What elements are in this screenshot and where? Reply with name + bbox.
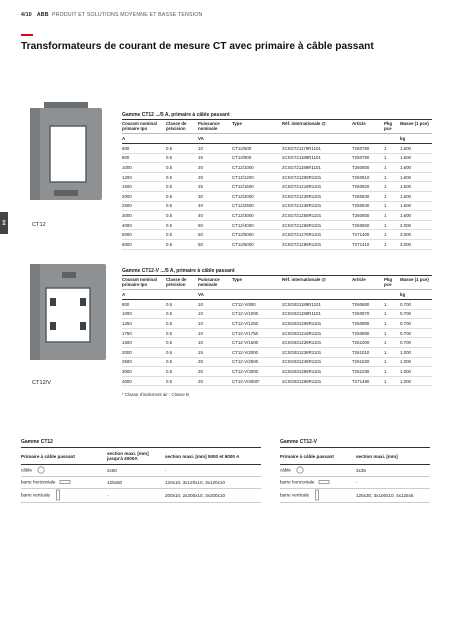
table-row <box>122 347 432 357</box>
table-cell: 3000 <box>122 367 166 377</box>
ct12-box-title: Gamme CT12 <box>21 439 261 448</box>
column-header: Type <box>232 121 242 126</box>
table-cell: 1.600 <box>400 201 432 211</box>
table-cell: CT12/1000 <box>232 163 282 173</box>
ct12v-label: CT12/V <box>32 380 51 386</box>
box-value: 120x10, 3x120x10, 3x120x10 <box>165 477 261 489</box>
table-cell: 10 <box>198 144 232 154</box>
box-row <box>21 489 261 503</box>
table-cell: 0.5 <box>166 163 198 173</box>
unit-cell <box>384 134 400 144</box>
table-header-row <box>122 121 432 134</box>
table-cell: 10 <box>198 319 232 329</box>
unit-cell <box>352 290 384 300</box>
table-cell: CT12/4000 <box>232 220 282 230</box>
page-header <box>21 12 202 18</box>
vertical-bar-icon <box>313 489 321 502</box>
table-row <box>122 357 432 367</box>
table-cell: 10 <box>198 300 232 310</box>
column-header: Type <box>232 277 242 282</box>
box-row <box>280 489 430 503</box>
table-cell: 6000 <box>122 239 166 249</box>
box-value: - <box>107 489 165 503</box>
box-value: 200x10, 2x200x10, 3x200x10 <box>165 489 261 503</box>
table-cell: 1 <box>384 367 400 377</box>
table-cell: T260800 <box>352 163 384 173</box>
ct12v-cable-box <box>280 439 430 503</box>
table-cell: CT12/1200 <box>232 172 282 182</box>
table-cell: T260880 <box>352 319 384 329</box>
table-cell: CT12-V/800 <box>232 300 282 310</box>
table-cell: 1.000 <box>400 347 432 357</box>
table-cell: 2CSG831268R1101 <box>282 376 352 386</box>
table-cell: 2CSG831248R1101 <box>282 357 352 367</box>
table-cell: T260820 <box>352 182 384 192</box>
table-cell: CT12/1500 <box>232 182 282 192</box>
unit-cell <box>232 290 282 300</box>
box-row-label: câble <box>280 467 291 473</box>
table-cell: 30 <box>198 191 232 201</box>
page-number: 4/10 <box>21 12 32 18</box>
table-cell: T261030 <box>352 367 384 377</box>
table-cell: 20 <box>198 376 232 386</box>
table-cell: 1.000 <box>400 357 432 367</box>
box-row-label-cell <box>280 489 356 503</box>
table-cell: 2500 <box>122 357 166 367</box>
table-cell: 1 <box>384 230 400 240</box>
table-cell: 2CSG831188R1101 <box>282 300 352 310</box>
table-cell: 5000 <box>122 230 166 240</box>
table-cell: 1.000 <box>400 367 432 377</box>
table-row <box>122 220 432 230</box>
table-cell: 1 <box>384 201 400 211</box>
table-cell: 2CSG721228R1101 <box>282 191 352 201</box>
table-cell: 2CSG721288R1101 <box>282 239 352 249</box>
unit-cell <box>384 290 400 300</box>
table-cell: 1500 <box>122 182 166 192</box>
table-cell: 40 <box>198 211 232 221</box>
box-row <box>280 477 430 489</box>
table-cell: CT12/5000 <box>232 230 282 240</box>
table-cell: 0.5 <box>166 328 198 338</box>
table-cell: 20 <box>198 163 232 173</box>
ct12v-box-title: Gamme CT12-V <box>280 439 430 448</box>
table-cell: 0.5 <box>166 144 198 154</box>
table-cell: 1.600 <box>400 153 432 163</box>
table-cell: 0.5 <box>166 182 198 192</box>
table-cell: 1.600 <box>400 211 432 221</box>
table-row <box>122 338 432 348</box>
table-cell: 0.5 <box>166 347 198 357</box>
table-cell: T260810 <box>352 172 384 182</box>
table-cell: 10 <box>198 309 232 319</box>
table-cell: 0.700 <box>400 309 432 319</box>
table-cell: 2CSG721268R1101 <box>282 220 352 230</box>
table-cell: CT12-V/1500 <box>232 338 282 348</box>
table-cell: 0.5 <box>166 239 198 249</box>
table-cell: 1 <box>384 182 400 192</box>
table-cell: 0.5 <box>166 357 198 367</box>
table-cell: 1.600 <box>400 191 432 201</box>
table-cell: 1.600 <box>400 144 432 154</box>
table-cell: 20 <box>198 357 232 367</box>
table-cell: 1 <box>384 300 400 310</box>
unit-cell <box>166 134 198 144</box>
cable-icon <box>295 466 305 475</box>
table-cell: 2CSG831258R1101 <box>282 367 352 377</box>
table-row <box>122 211 432 221</box>
table-cell: 10 <box>198 328 232 338</box>
table-cell: 2CSG831198R1101 <box>282 309 352 319</box>
unit-cell: VA <box>198 134 232 144</box>
table-cell: 1 <box>384 191 400 201</box>
column-header: Article <box>352 277 366 282</box>
box-row <box>21 477 261 489</box>
table-cell: 1 <box>384 211 400 221</box>
table-cell: CT12/2000 <box>232 191 282 201</box>
table-cell: CT12/600 <box>232 144 282 154</box>
table-cell: 1750 <box>122 328 166 338</box>
table-cell: T271400 <box>352 230 384 240</box>
table-cell: 1 <box>384 239 400 249</box>
table-cell: T260880 <box>352 300 384 310</box>
table-cell: CT12-V/3000 <box>232 367 282 377</box>
table-cell: 1 <box>384 357 400 367</box>
box-header-row <box>21 448 261 465</box>
box-value: 3x35 <box>356 465 430 477</box>
box-row-label-cell <box>280 465 356 477</box>
table-row <box>122 239 432 249</box>
section-name: PRODUIT ET SOLUTIONS MOYENNE ET BASSE TENSION <box>51 12 203 18</box>
table-cell: T260790 <box>352 153 384 163</box>
table-cell: 4000 <box>122 220 166 230</box>
box-row-label-cell <box>21 465 107 477</box>
box-row-label: barre horizontale <box>21 479 56 485</box>
box-header: section maxi. [mm] jusqu'à 4000A <box>107 448 165 465</box>
column-header: Classe de précision <box>166 121 187 132</box>
table-row <box>122 376 432 386</box>
box-row-label-cell <box>21 477 107 489</box>
table-cell: 1 <box>384 309 400 319</box>
unit-cell: A <box>122 134 166 144</box>
table-cell: T260860 <box>352 220 384 230</box>
table-row <box>122 328 432 338</box>
table-cell: T260850 <box>352 211 384 221</box>
table-cell: 0.700 <box>400 300 432 310</box>
table-cell: 1 <box>384 347 400 357</box>
table-cell: T261020 <box>352 357 384 367</box>
table-cell: 1.600 <box>400 163 432 173</box>
ct12v-table-caption: Gamme CT12-V .../5 A, primaire à câble passant <box>122 268 432 276</box>
table-row <box>122 230 432 240</box>
table-cell: 2CSG721218R1101 <box>282 182 352 192</box>
box-header: section maxi. [mm] <box>356 448 430 465</box>
horizontal-bar-icon <box>59 478 71 487</box>
table-cell: 2CSG721178R1101 <box>282 144 352 154</box>
table-row <box>122 300 432 310</box>
table-cell: 3.000 <box>400 239 432 249</box>
table-cell: 1000 <box>122 163 166 173</box>
table-row <box>122 201 432 211</box>
table-cell: CT12/6000 <box>232 239 282 249</box>
table-cell: 0.5 <box>166 172 198 182</box>
table-row <box>122 182 432 192</box>
table-cell: 1250 <box>122 319 166 329</box>
table-cell: 2CSG721198R1101 <box>282 163 352 173</box>
table-cell: 1500 <box>122 338 166 348</box>
ct12-label: CT12 <box>32 222 46 228</box>
table-cell: 15 <box>198 153 232 163</box>
column-header: Pkg pce <box>384 121 393 132</box>
table-cell: 1 <box>384 220 400 230</box>
table-cell: T260780 <box>352 144 384 154</box>
table-cell: 0.5 <box>166 376 198 386</box>
unit-cell <box>232 134 282 144</box>
table-cell: 0.5 <box>166 338 198 348</box>
table-row <box>122 319 432 329</box>
table-cell: 2CSG831228R1101 <box>282 338 352 348</box>
unit-cell: kg <box>400 290 432 300</box>
column-header: Puissance nominale <box>198 277 220 288</box>
box-row-label: barre verticale <box>280 492 310 498</box>
box-row-label: barre verticale <box>21 492 51 498</box>
unit-cell: kg <box>400 134 432 144</box>
box-row-label-cell <box>21 489 107 503</box>
table-cell: 50 <box>198 230 232 240</box>
table-cell: T260870 <box>352 309 384 319</box>
ct12v-table <box>122 268 432 397</box>
table-cell: 2500 <box>122 201 166 211</box>
table-cell: 800 <box>122 300 166 310</box>
table-cell: CT12/2500 <box>232 201 282 211</box>
table-cell: 50 <box>198 220 232 230</box>
table-cell: 0.5 <box>166 220 198 230</box>
table-cell: 0.700 <box>400 328 432 338</box>
units-row <box>122 290 432 300</box>
column-header: Courant nominal primaire Ipn <box>122 121 157 132</box>
box-row-label: câble <box>21 467 32 473</box>
box-header: section maxi. [mm] 5000 et 6000 A <box>165 448 261 465</box>
box-value: - <box>356 477 430 489</box>
table-cell: 50 <box>198 239 232 249</box>
table-cell: 1.600 <box>400 172 432 182</box>
units-row <box>122 134 432 144</box>
box-value: - <box>165 465 261 477</box>
unit-cell: VA <box>198 290 232 300</box>
table-cell: 20 <box>198 367 232 377</box>
table-cell: 2CSG721278R1101 <box>282 230 352 240</box>
table-cell: 2CSG721188R1101 <box>282 153 352 163</box>
box-header: Primaire à câble passant <box>21 448 107 465</box>
accent-bar <box>21 34 33 36</box>
table-cell: 1.000 <box>400 376 432 386</box>
table-cell: CT12-V/2000 <box>232 347 282 357</box>
table-cell: 0.5 <box>166 309 198 319</box>
table-cell: 40 <box>198 201 232 211</box>
unit-cell: A <box>122 290 166 300</box>
box-value: 2x50 <box>107 465 165 477</box>
column-header: Courant nominal primaire Ipn <box>122 277 157 288</box>
table-row <box>122 153 432 163</box>
table-cell: 1 <box>384 319 400 329</box>
table-row <box>122 191 432 201</box>
table-cell: CT12-V/2500 <box>232 357 282 367</box>
ct12-table <box>122 112 432 250</box>
column-header: Masse (1 pce) <box>400 121 429 126</box>
ct12-cable-box <box>21 439 261 503</box>
column-header: Classe de précision <box>166 277 187 288</box>
table-cell: 1 <box>384 338 400 348</box>
ct12v-transformer-image <box>24 258 110 364</box>
table-cell: 600 <box>122 144 166 154</box>
table-cell: 10 <box>198 338 232 348</box>
insulation-note: * Classe d'isolement air : Classe B <box>122 392 189 398</box>
table-cell: T261010 <box>352 347 384 357</box>
table-cell: 15 <box>198 347 232 357</box>
table-cell: 3000 <box>122 211 166 221</box>
column-header: Pkg pce <box>384 277 393 288</box>
table-cell: 2CSG721208R1101 <box>282 172 352 182</box>
table-cell: 1000 <box>122 309 166 319</box>
table-cell: 0.5 <box>166 319 198 329</box>
table-cell: 1.600 <box>400 182 432 192</box>
table-cell: 2.000 <box>400 220 432 230</box>
column-header: Réf. internationale @ <box>282 277 326 282</box>
horizontal-bar-icon <box>318 478 330 487</box>
column-header: Réf. internationale @ <box>282 121 326 126</box>
table-cell: CT12-V/4000* <box>232 376 282 386</box>
table-cell: 1 <box>384 163 400 173</box>
table-cell: 3.000 <box>400 230 432 240</box>
table-row <box>122 309 432 319</box>
table-cell: 0.5 <box>166 367 198 377</box>
table-cell: 25 <box>198 182 232 192</box>
table-cell: T260840 <box>352 201 384 211</box>
box-row-label: barre horizontale <box>280 479 315 485</box>
ct12-transformer-image <box>26 100 106 205</box>
brand-name: ABB <box>36 12 49 18</box>
table-row <box>122 144 432 154</box>
table-cell: 2000 <box>122 191 166 201</box>
table-cell: 1 <box>384 172 400 182</box>
page-title: Transformateurs de courant de mesure CT avec primaire à câble passant <box>21 41 374 52</box>
unit-cell <box>282 290 352 300</box>
table-cell: CT12/800 <box>232 153 282 163</box>
ct12-table-caption: Gamme CT12 .../5 A, primaire à câble passant <box>122 112 432 120</box>
table-cell: 800 <box>122 153 166 163</box>
box-value: 125x50 <box>107 477 165 489</box>
table-cell: 1 <box>384 328 400 338</box>
table-cell: 20 <box>198 172 232 182</box>
column-header: Masse (1 pce) <box>400 277 429 282</box>
table-cell: 1200 <box>122 172 166 182</box>
table-cell: T271480 <box>352 376 384 386</box>
table-row <box>122 163 432 173</box>
column-header: Puissance nominale <box>198 121 220 132</box>
box-value: 125x30, 3x100x10, 4x125x5 <box>356 489 430 503</box>
table-cell: CT12/3000 <box>232 211 282 221</box>
chapter-tab-label: 04 <box>1 219 7 225</box>
table-cell: 1 <box>384 376 400 386</box>
box-row <box>280 465 430 477</box>
table-cell: 0.5 <box>166 153 198 163</box>
table-cell: CT12-V/1250 <box>232 319 282 329</box>
box-row <box>21 465 261 477</box>
table-cell: 4000 <box>122 376 166 386</box>
table-cell: 0.5 <box>166 201 198 211</box>
unit-cell <box>282 134 352 144</box>
table-cell: 2CSG831218R1101 <box>282 328 352 338</box>
box-row-label-cell <box>280 477 356 489</box>
table-cell: 2CSG721258R1101 <box>282 211 352 221</box>
table-cell: 2CSG831238R1101 <box>282 347 352 357</box>
table-cell: 0.700 <box>400 319 432 329</box>
table-cell: 2000 <box>122 347 166 357</box>
table-cell: CT12-V/1750 <box>232 328 282 338</box>
table-row <box>122 172 432 182</box>
table-cell: T261000 <box>352 338 384 348</box>
table-cell: 0.5 <box>166 230 198 240</box>
table-cell: 2CSG831208R1101 <box>282 319 352 329</box>
table-cell: 1 <box>384 153 400 163</box>
chapter-tab <box>0 212 8 234</box>
table-cell: 1 <box>384 144 400 154</box>
table-header-row <box>122 277 432 290</box>
table-cell: 0.5 <box>166 191 198 201</box>
box-header-row <box>280 448 430 465</box>
cable-icon <box>36 466 46 475</box>
table-cell: 0.5 <box>166 300 198 310</box>
table-cell: T271410 <box>352 239 384 249</box>
unit-cell <box>352 134 384 144</box>
box-header: Primaire à câble passant <box>280 448 356 465</box>
table-cell: T260890 <box>352 328 384 338</box>
unit-cell <box>166 290 198 300</box>
table-row <box>122 367 432 377</box>
vertical-bar-icon <box>54 489 62 502</box>
table-cell: 0.700 <box>400 338 432 348</box>
table-cell: CT12-V/1000 <box>232 309 282 319</box>
table-cell: 2CSG721238R1101 <box>282 201 352 211</box>
column-header: Article <box>352 121 366 126</box>
table-cell: T260830 <box>352 191 384 201</box>
table-cell: 0.5 <box>166 211 198 221</box>
